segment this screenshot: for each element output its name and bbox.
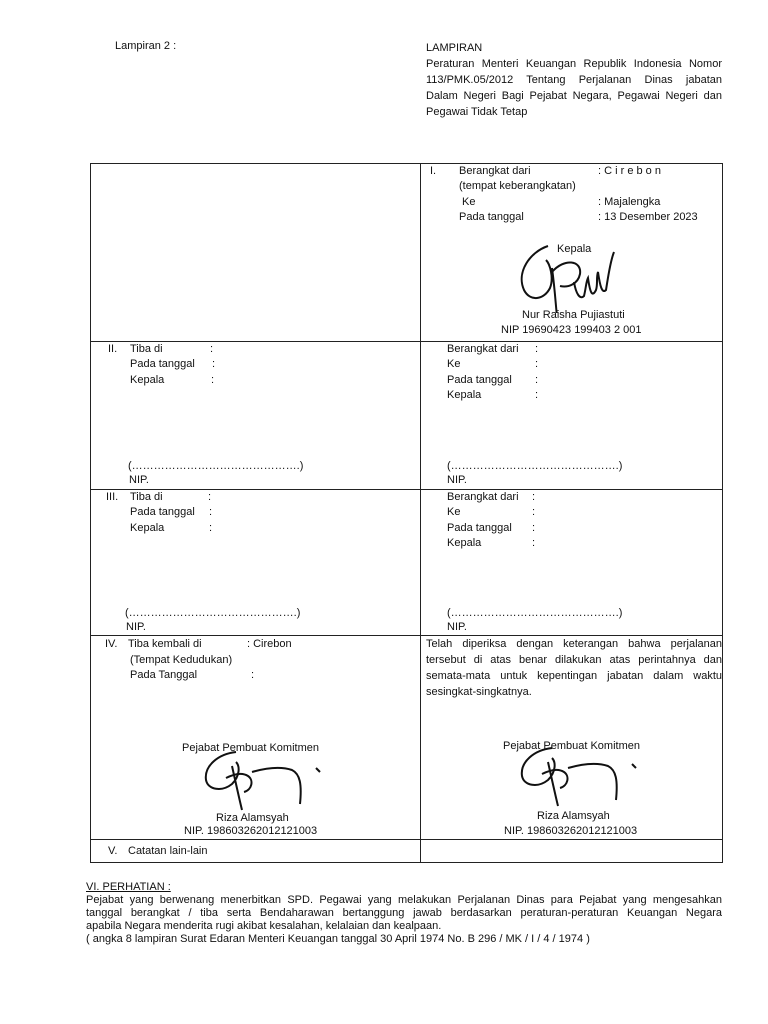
row-divider xyxy=(90,839,723,840)
column-divider xyxy=(420,163,421,863)
colon: : xyxy=(535,389,539,401)
colon: : xyxy=(535,374,539,386)
officer-name: Riza Alamsyah xyxy=(537,810,610,822)
head-title: Kepala xyxy=(557,243,592,255)
header-line: 113/PMK.05/2012 Tentang Perjalanan Dinas jabatan xyxy=(426,74,722,86)
home-place-label: (Tempat Kedudukan) xyxy=(130,654,233,666)
colon: : xyxy=(209,522,213,534)
return-label: Tiba kembali di xyxy=(128,638,202,650)
destination-value: : Majalengka xyxy=(598,196,661,208)
statement-line: Telah diperiksa dengan keterangan bahwa perjalanan xyxy=(426,638,722,650)
date-label: Pada Tanggal xyxy=(130,669,198,681)
notice-line: Pejabat yang berwenang menerbitkan SPD. Pegawai yang melakukan Perjalanan Dinas para Pejabat yang mengesahkan xyxy=(86,894,722,906)
signature-placeholder: (……………………………………….) xyxy=(128,460,304,472)
colon: : xyxy=(532,506,536,518)
official-nip: NIP 19690423 199403 2 001 xyxy=(501,324,642,336)
section-numeral: I. xyxy=(430,165,437,177)
date-label: Pada tanggal xyxy=(447,522,512,534)
section-numeral: IV. xyxy=(105,638,118,650)
head-label: Kepala xyxy=(130,374,165,386)
header-line: Pegawai Tidak Tetap xyxy=(426,106,528,118)
date-value: : xyxy=(251,669,255,681)
return-value: : Cirebon xyxy=(247,638,292,650)
destination-label: Ke xyxy=(447,358,461,370)
notice-line: ( angka 8 lampiran Surat Edaran Menteri Keuangan tanggal 30 April 1974 No. B 296 / MK / I / 4 / 1974 ) xyxy=(86,933,590,945)
date-label: Pada tanggal xyxy=(130,506,195,518)
date-label: Pada tanggal xyxy=(459,211,524,223)
officer-name: Riza Alamsyah xyxy=(216,812,289,824)
arrival-label: Tiba di xyxy=(130,343,163,355)
official-name: Nur Raisha Pujiastuti xyxy=(522,309,625,321)
head-label: Kepala xyxy=(447,537,482,549)
header-reference xyxy=(426,40,722,120)
head-label: Kepala xyxy=(130,522,165,534)
departure-label: Berangkat dari xyxy=(459,165,531,177)
destination-label: Ke xyxy=(462,196,476,208)
notice-line: apabila Negara menderita rugi akibat kesalahan, kelalaian dan kealpaan. xyxy=(86,920,442,932)
commitment-officer-role: Pejabat Pembuat Komitmen xyxy=(503,740,640,752)
departure-label: Berangkat dari xyxy=(447,491,519,503)
date-value: : 13 Desember 2023 xyxy=(598,211,698,223)
date-label: Pada tanggal xyxy=(130,358,195,370)
date-label: Pada tanggal xyxy=(447,374,512,386)
other-notes-label: Catatan lain-lain xyxy=(128,845,208,857)
head-label: Kepala xyxy=(447,389,482,401)
notice-line: tanggal berangkat / tiba serta Bendaharawan bertanggung jawab berdasarkan peraturan-peraturan Keuangan Negara xyxy=(86,907,722,919)
header-line: Dalam Negeri Bagi Pejabat Negara, Pegawai Negeri dan xyxy=(426,90,722,102)
colon: : xyxy=(535,343,539,355)
row-divider xyxy=(90,341,723,342)
departure-place-label: (tempat keberangkatan) xyxy=(459,180,576,192)
section-numeral: III. xyxy=(106,491,119,503)
colon: : xyxy=(208,491,212,503)
colon: : xyxy=(532,522,536,534)
destination-label: Ke xyxy=(447,506,461,518)
section-numeral: V. xyxy=(108,845,118,857)
colon: : xyxy=(211,374,215,386)
signature-riza-alamsyah xyxy=(512,740,642,810)
header-line: Peraturan Menteri Keuangan Republik Indonesia Nomor xyxy=(426,58,722,70)
section-numeral: II. xyxy=(108,343,118,355)
row-divider xyxy=(90,489,723,490)
nip-label: NIP. xyxy=(129,474,149,486)
notice-title: VI. PERHATIAN : xyxy=(86,881,171,893)
departure-value: : C i r e b o n xyxy=(598,165,661,177)
statement-line: semata-mata untuk kepentingan jabatan dalam waktu xyxy=(426,670,722,682)
officer-nip: NIP. 198603262012121003 xyxy=(504,825,638,837)
signature-nur-raisha xyxy=(510,238,620,313)
signature-placeholder: (……………………………………….) xyxy=(125,607,301,619)
nip-label: NIP. xyxy=(126,621,146,633)
colon: : xyxy=(532,537,536,549)
notice-body xyxy=(86,894,722,946)
statement-line: sesingkat-singkatnya. xyxy=(426,686,532,698)
nip-label: NIP. xyxy=(447,621,467,633)
attachment-label: Lampiran 2 : xyxy=(115,40,177,52)
nip-label: NIP. xyxy=(447,474,467,486)
departure-label: Berangkat dari xyxy=(447,343,519,355)
statement-line: tersebut di atas benar dilakukan atas perintahnya dan xyxy=(426,654,722,666)
colon: : xyxy=(212,358,216,370)
colon: : xyxy=(535,358,539,370)
signature-placeholder: (……………………………………….) xyxy=(447,460,623,472)
officer-nip: NIP. 198603262012121003 xyxy=(184,825,318,837)
signature-riza-alamsyah xyxy=(196,744,326,814)
verification-statement xyxy=(426,636,722,700)
arrival-label: Tiba di xyxy=(130,491,163,503)
commitment-officer-role: Pejabat Pembuat Komitmen xyxy=(182,742,319,754)
colon: : xyxy=(532,491,536,503)
signature-placeholder: (……………………………………….) xyxy=(447,607,623,619)
colon: : xyxy=(210,343,214,355)
header-title: LAMPIRAN xyxy=(426,42,483,54)
colon: : xyxy=(209,506,213,518)
